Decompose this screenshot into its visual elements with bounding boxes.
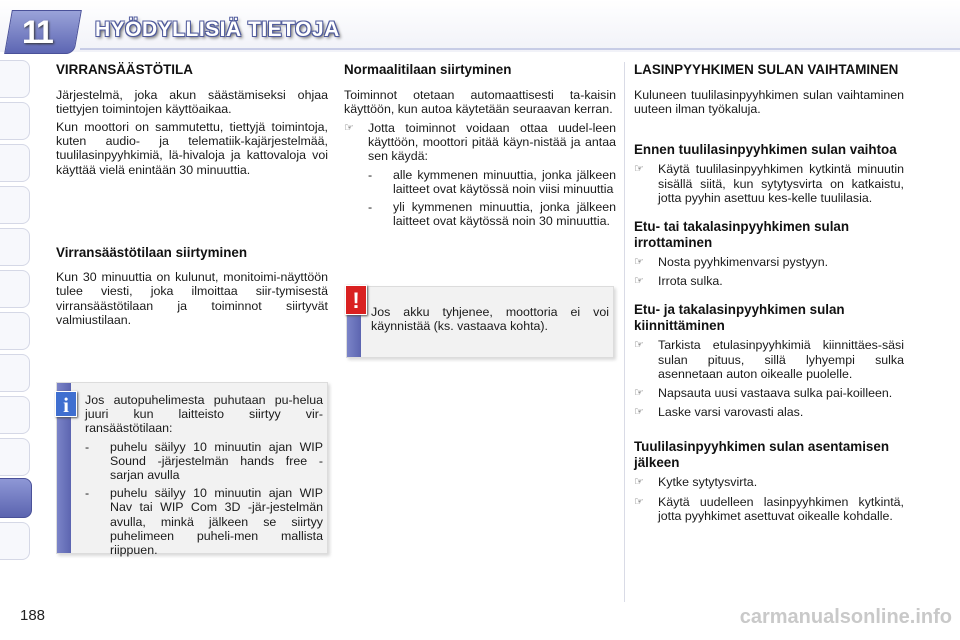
warning-icon: ! <box>345 285 367 315</box>
heading-virransaastotila: VIRRANSÄÄSTÖTILA <box>56 62 193 77</box>
chapter-number: 11 <box>22 14 52 50</box>
paragraph: Kun moottori on sammutettu, tiettyjä toimintoja, kuten audio- ja telematiik-kajärjestelmää, tuulilasinpyyhkimiä, lä-hivaloja ja kattovaloja voi käyttää vielä enintään 30 minuuttia. <box>56 119 328 177</box>
pointing-hand-icon: ☞ <box>634 256 644 269</box>
heading-sulan-irrottaminen: Etu- tai takalasinpyyhkimen sulan irrottaminen <box>634 219 850 250</box>
list-item: - yli kymmenen minuuttia, jonka jälkeen laitteet ovat käytössä noin 30 minuuttia. <box>368 199 616 229</box>
paragraph: Kuluneen tuulilasinpyyhkimen sulan vaihtaminen uuteen ilman työkaluja. <box>634 87 904 116</box>
pointing-hand-icon: ☞ <box>634 339 644 352</box>
pointing-hand-icon: ☞ <box>634 163 644 176</box>
chapter-tab-10[interactable] <box>0 438 30 476</box>
chapter-tab-1[interactable] <box>0 60 30 98</box>
chapter-tab-9[interactable] <box>0 396 30 434</box>
list-item: - alle kymmenen minuuttia, jonka jälkeen laitteet ovat käytössä noin viisi minuuttia <box>368 167 616 196</box>
heading-lasinpyyhkimen-sulan-vaihtaminen: LASINPYYHKIMEN SULAN VAIHTAMINEN <box>634 62 899 77</box>
bullet-item: ☞ Kytke sytytysvirta. <box>634 475 758 490</box>
info-box-content <box>85 393 323 557</box>
bullet-item: ☞ Tarkista etulasinpyyhkimiä kiinnittäes-säsi sulan pituus, sillä lyhyempi sulka asennetaan auton oikealle puolelle. <box>634 338 904 381</box>
list-item: - puhelu säilyy 10 minuutin ajan WIP Sound -järjestelmän hands free -sarjan avulla <box>85 439 323 483</box>
header-rule <box>80 48 960 50</box>
bullet-item: ☞ Napsauta uusi vastaava sulka pai-koilleen. <box>634 386 893 401</box>
chapter-tab-2[interactable] <box>0 102 30 140</box>
paragraph: Toiminnot otetaan automaattisesti ta-kaisin käyttöön, kun autoa käytetään seuraavan kerran. <box>344 87 616 116</box>
chapter-tab-5[interactable] <box>0 228 30 266</box>
watermark: carmanualsonline.info <box>739 606 952 628</box>
heading-ennen-vaihtoa: Ennen tuulilasinpyyhkimen sulan vaihtoa <box>634 141 897 157</box>
chapter-tab-6[interactable] <box>0 270 30 308</box>
heading-asentamisen-jalkeen: Tuulilasinpyyhkimen sulan asentamisen jälkeen <box>634 439 889 470</box>
bullet-item: ☞ Käytä tuulilasinpyyhkimen kytkintä minuutin sisällä siitä, kun sytytysvirta on katkaistu, jotta pyyhin asettuu kes-kelle tuulilasia. <box>634 162 904 205</box>
warning-box <box>346 286 614 358</box>
paragraph: Kun 30 minuuttia on kulunut, monitoimi-näyttöön tulee viesti, joka ilmoittaa siir-tymisestä virransäästötilaan ja toiminnot siirtyvät valmiustilaan. <box>56 270 328 327</box>
chapter-tab-3[interactable] <box>0 144 30 182</box>
info-intro: Jos autopuhelimesta puhutaan pu-helua juuri kun laitteisto siirtyy vir-ransäästötilaan: <box>85 393 323 436</box>
bullet-item: ☞ Irrota sulka. <box>634 274 723 289</box>
info-icon: i <box>55 391 77 417</box>
heading-sulan-kiinnittaminen: Etu- ja takalasinpyyhkimen sulan kiinnittäminen <box>634 302 845 333</box>
column-divider <box>624 62 625 602</box>
bullet-item: ☞ Käytä uudelleen lasinpyyhkimen kytkintä, jotta pyyhkimet asettuvat oikealle kohdalle. <box>634 494 904 523</box>
pointing-hand-icon: ☞ <box>634 275 644 288</box>
column-left <box>56 62 328 327</box>
column-middle <box>344 62 616 228</box>
page-number: 188 <box>20 607 46 624</box>
chapter-tab-11-active[interactable] <box>0 478 32 518</box>
chapter-tab-7[interactable] <box>0 312 30 350</box>
chapter-tab-12[interactable] <box>0 522 30 560</box>
pointing-hand-icon: ☞ <box>634 476 644 489</box>
warning-text: Jos akku tyhjenee, moottoria ei voi käynnistää (ks. vastaava kohta). <box>371 305 609 334</box>
chapter-tab-4[interactable] <box>0 186 30 224</box>
bullet-item: ☞ Nosta pyyhkimenvarsi pystyyn. <box>634 255 829 270</box>
chapter-tab-rail <box>0 60 34 580</box>
info-box <box>56 382 328 558</box>
heading-virransaastotilaan-siirtyminen: Virransäästötilaan siirtyminen <box>56 244 248 260</box>
pointing-hand-icon: ☞ <box>634 387 644 400</box>
pointing-hand-icon: ☞ <box>634 495 644 508</box>
bullet-item: ☞ Jotta toiminnot voidaan ottaa uudel-leen käyttöön, moottori pitää käyn-nistää ja antaa sen käydä: <box>344 120 616 164</box>
column-right <box>634 62 904 523</box>
pointing-hand-icon: ☞ <box>344 121 354 134</box>
paragraph: Järjestelmä, joka akun säästämiseksi ohjaa tiettyjen toimintojen käyttöaikaa. <box>56 87 328 116</box>
heading-normaalitilaan-siirtyminen: Normaalitilaan siirtyminen <box>344 62 512 77</box>
bullet-item: ☞ Laske varsi varovasti alas. <box>634 405 804 420</box>
pointing-hand-icon: ☞ <box>634 406 644 419</box>
chapter-tab-8[interactable] <box>0 354 30 392</box>
chapter-title: HYÖDYLLISIÄ TIETOJA <box>95 18 340 41</box>
list-item: - puhelu säilyy 10 minuutin ajan WIP Nav tai WIP Com 3D -jär-jestelmän avulla, minkä jälkeen se siirtyy puhelimeen puheli-men mallista riippuen. <box>85 486 323 558</box>
